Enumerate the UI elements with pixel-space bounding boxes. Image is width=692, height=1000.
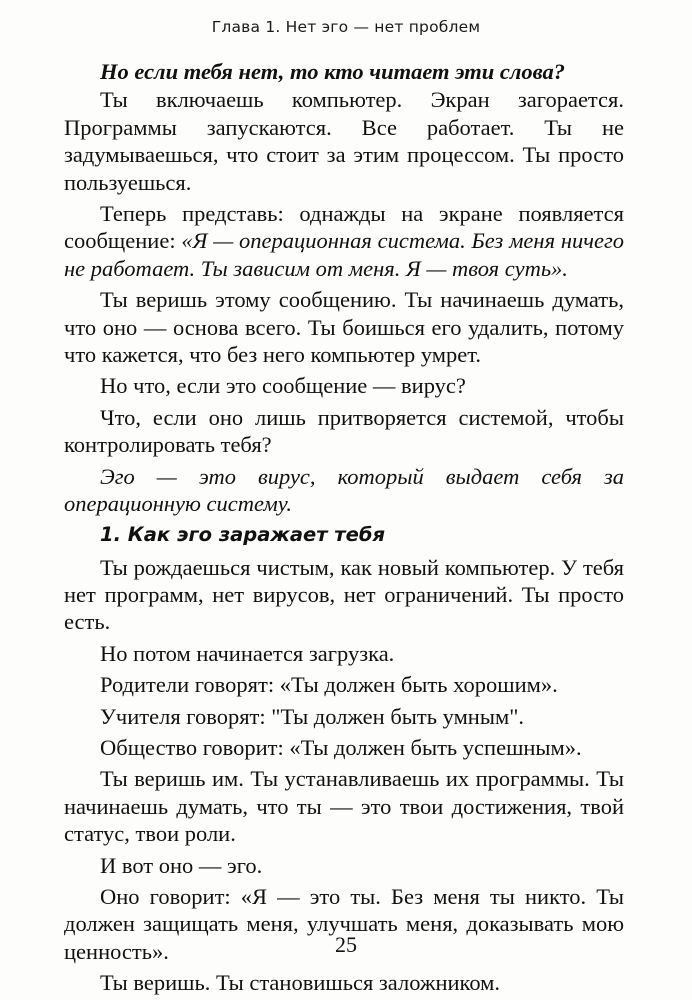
paragraph: Учителя говорят: "Ты должен быть умным". — [100, 703, 525, 729]
paragraph: Оно говорит: «Я — это ты. Без меня ты никто. Ты должен защищать меня, улучшать меня, доказывать мою ценность». — [64, 883, 624, 964]
paragraph: Ты включаешь компьютер. Экран загорается. Программы запускаются. Все работает. Ты не задумываешься, что стоит за этим процессом. Ты просто пользуешься. — [64, 87, 624, 195]
paragraph: Но что, если это сообщение — вирус? — [100, 373, 466, 399]
paragraph: Что, если оно лишь притворяется системой, чтобы контролировать тебя? — [64, 404, 624, 458]
section-heading: 1. Как эго заражает тебя — [100, 522, 385, 546]
paragraph: Ты веришь им. Ты устанавливаешь их программы. Ты начинаешь думать, что ты — это твои достижения, твой статус, твои роли. — [64, 766, 624, 847]
paragraph — [64, 200, 624, 282]
lead-question: Но если тебя нет, то кто читает эти слова? — [100, 59, 566, 84]
page-number: 25 — [335, 932, 357, 957]
body-text — [64, 58, 624, 997]
paragraph: Ты веришь этому сообщению. Ты начинаешь думать, что оно — основа всего. Ты боишься его удалить, потому что кажется, что без него компьютер умрет. — [64, 287, 624, 368]
italic-paragraph: Эго — это вирус, который выдает себя за операционную систему. — [64, 463, 624, 517]
paragraph: Родители говорят: «Ты должен быть хорошим». — [100, 672, 558, 698]
paragraph: Ты рождаешься чистым, как новый компьютер. У тебя нет программ, нет вирусов, нет ограничений. Ты просто есть. — [64, 554, 624, 635]
paragraph: Ты веришь. Ты становишься заложником. — [100, 970, 501, 996]
paragraph: Но потом начинается загрузка. — [100, 640, 395, 666]
italic-quote: «Я — операционная система. Без меня ничего не работает. Ты зависим от меня. Я — твоя суть». — [64, 228, 624, 281]
paragraph-text: Теперь представь: однажды на экране появляется сообщение: — [64, 201, 624, 254]
running-head: Глава 1. Нет эго — нет проблем — [211, 18, 481, 36]
paragraph: Общество говорит: «Ты должен быть успешным». — [100, 734, 582, 760]
paragraph: И вот оно — эго. — [100, 852, 263, 878]
